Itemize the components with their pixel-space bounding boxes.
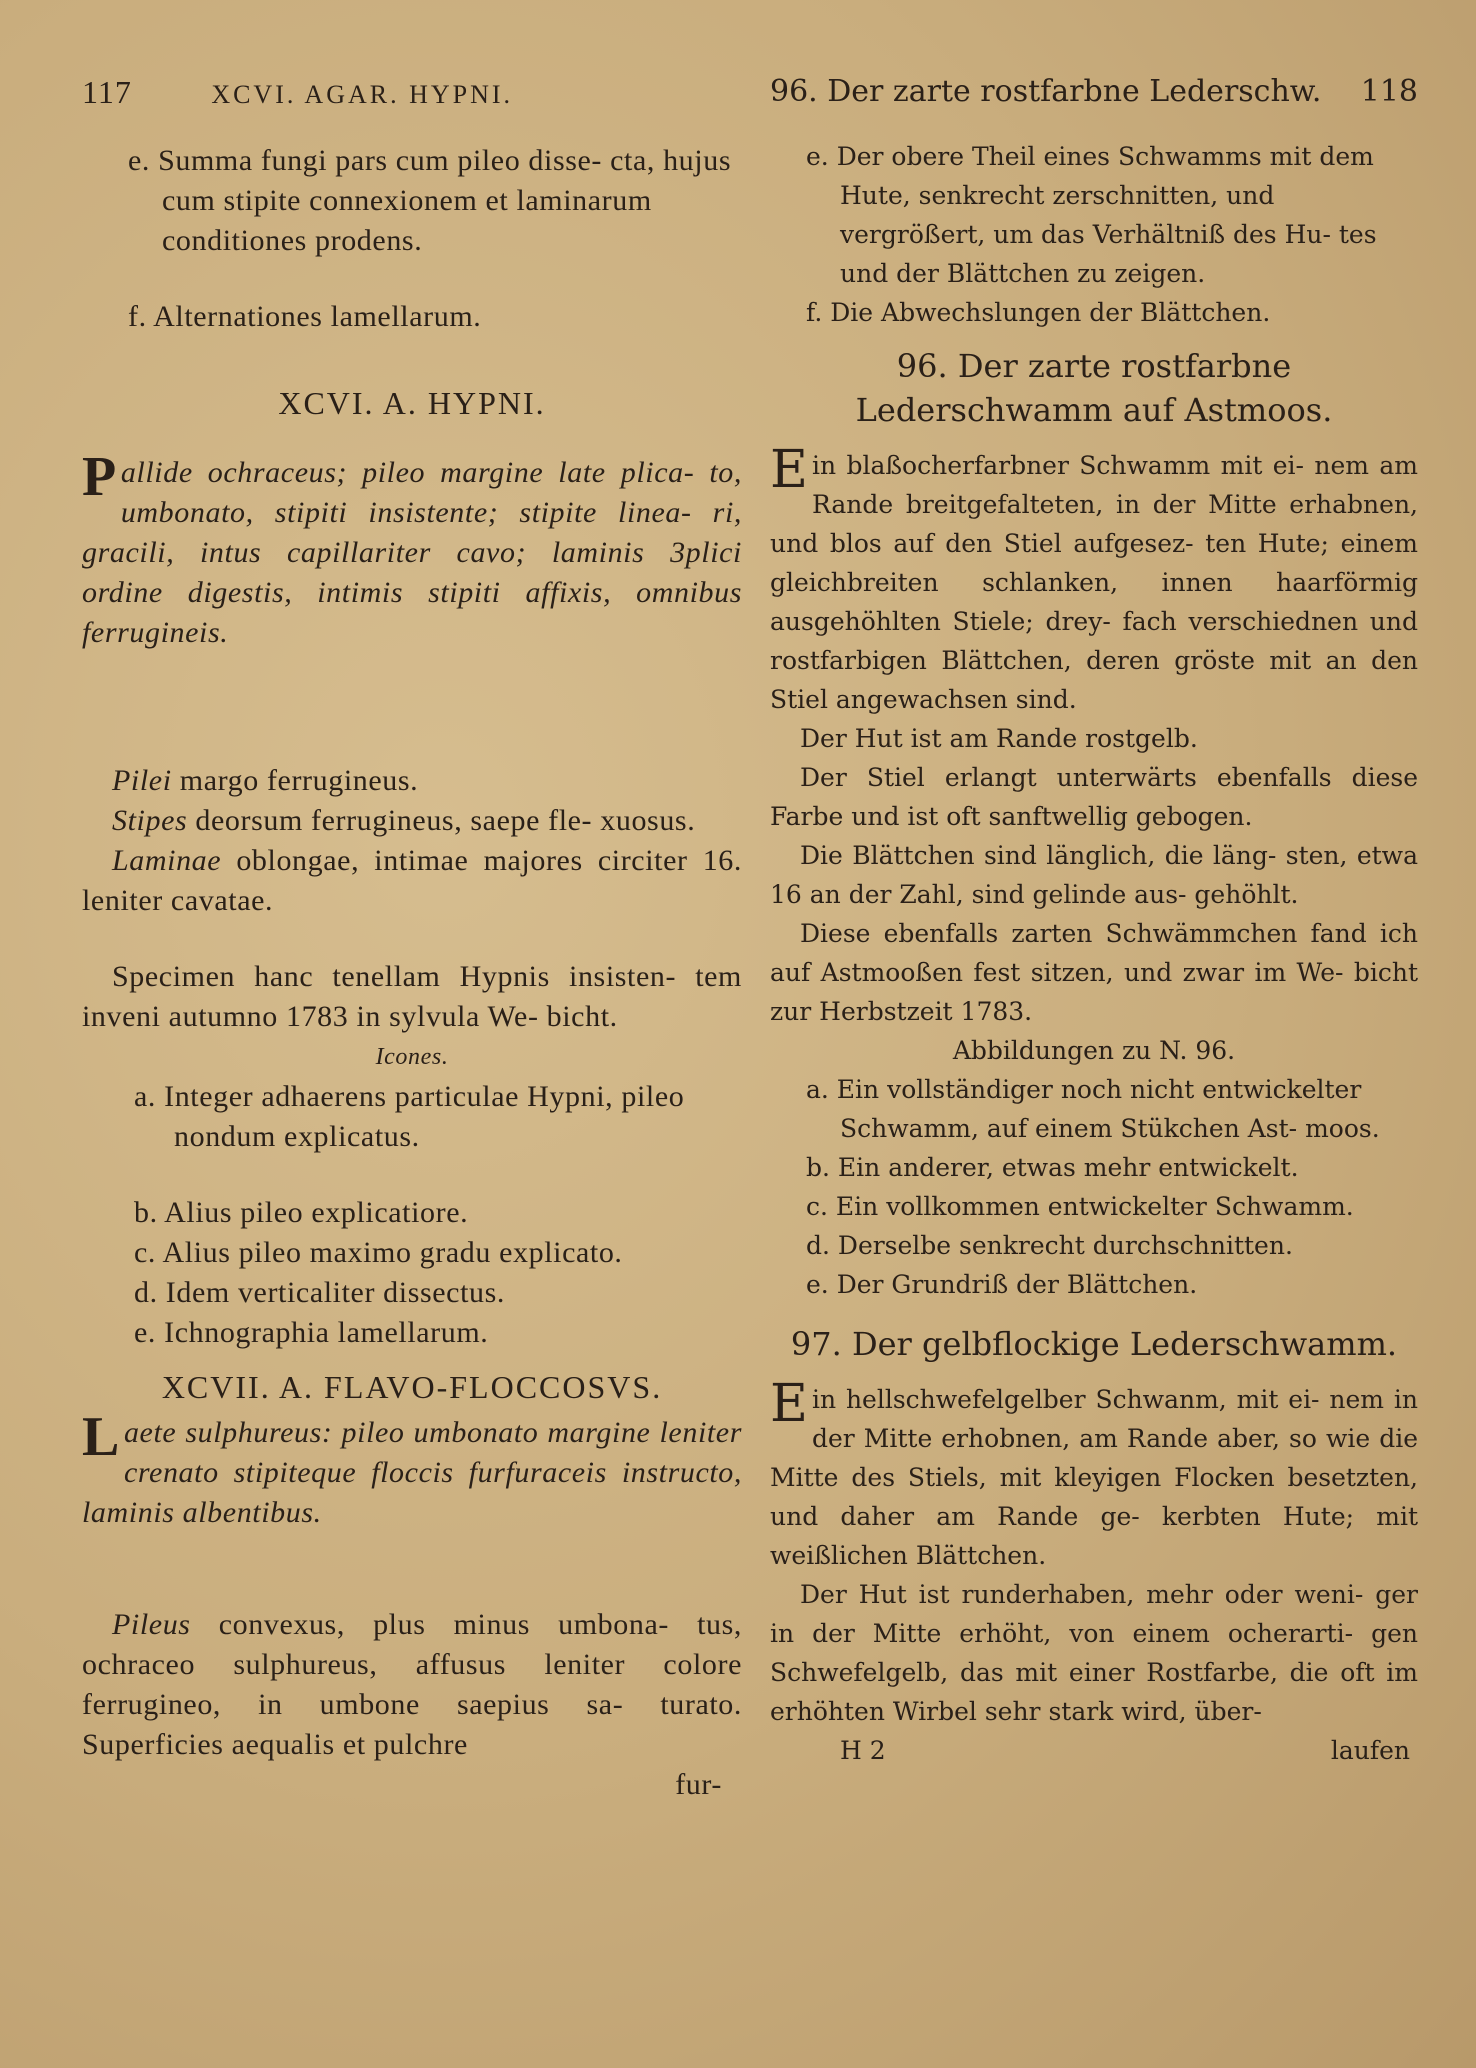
right-icon-b: b. Ein anderer, etwas mehr entwickelt. [806, 1153, 1299, 1182]
left-prev-item-e: e. Summa fungi pars cum pileo disse- cta, hujus cum stipite connexionem et laminarum conditiones prodens. [128, 144, 732, 257]
left-desc-pilei: Pilei margo ferrugineus. [112, 764, 419, 797]
right-desc-hut: Der Hut ist am Rande rostgelb. [800, 724, 1198, 753]
right-desc-stiel: Der Stiel erlangt unterwärts ebenfalls diese Farbe und ist oft sanftwellig gebogen. [770, 763, 1418, 831]
left-desc-laminae: Laminae oblongae, intimae majores circiter 16. leniter cavatae. [82, 844, 742, 917]
right-desc-blaettchen: Die Blättchen sind länglich, die läng- sten, etwa 16 an der Zahl, sind gelinde aus- gehöhlt. [770, 841, 1418, 909]
drop-initial: P [82, 446, 117, 508]
left-diagnosis-xcvi [82, 446, 742, 653]
left-icon-a: a. Integer adhaerens particulae Hypni, pileo nondum explicatus. [134, 1080, 685, 1153]
left-icon-c: c. Alius pileo maximo gradu explicato. [134, 1236, 623, 1269]
right-habitat: Diese ebenfalls zarten Schwämmchen fand ich auf Astmooßen fest sitzen, und zwar im We- bicht zur Herbstzeit 1783. [770, 919, 1418, 1026]
diagnosis-text: aete sulphureus: pileo umbonato margine leniter crenato stipiteque floccis furfuraceis instructo, laminis albentibus. [82, 1416, 742, 1529]
left-desc-pileus: Pileus convexus, plus minus umbona- tus, ochraceo sulphureus, affusus leniter colore ferrugineo, in umbone saepius sa- turato. Superficies aequalis et pulchre [82, 1608, 742, 1761]
right-prev-item-f: f. Die Abwechslungen der Blättchen. [806, 298, 1271, 327]
right-section-title-97: 97. Der gelbflockige Lederschwamm. [790, 1325, 1398, 1363]
left-desc-stipes: Stipes deorsum ferrugineus, saepe fle- xuosus. [112, 804, 696, 837]
right-section-title-96: 96. Der zarte rostfarbne Lederschwamm auf Astmoos. [855, 347, 1333, 429]
left-section-title-xcvii: XCVII. A. FLAVO-FLOCCOSVS. [161, 1369, 663, 1405]
left-icon-b: b. Alius pileo explicatiore. [134, 1196, 469, 1229]
right-icon-c: c. Ein vollkommen entwickelter Schwamm. [806, 1192, 1354, 1221]
german-column [770, 72, 1418, 1770]
left-running-head [82, 72, 742, 115]
right-footer [770, 1731, 1418, 1770]
right-running-head [770, 72, 1418, 111]
diagnosis-text: in hellschwefelgelber Schwanm, mit ei- nem in der Mitte erhobnen, am Rande aber, so wie die Mitte des Stiels, mit kleyigen Flocken besetzten, und daher am Rande ge- kerbten Hute; mit weißlichen Blättchen. [770, 1385, 1418, 1570]
right-catchword: laufen [1330, 1736, 1410, 1765]
left-diagnosis-xcvii [82, 1406, 742, 1533]
drop-initial: L [82, 1406, 120, 1468]
right-diagnosis-97 [770, 1374, 1418, 1575]
diagnosis-text: allide ochraceus; pileo margine late plica- to, umbonato, stipiti insistente; stipite linea- ri, gracili, intus capillariter cavo; laminis 3plici ordine digestis, intimis stipiti affixis, omnibus ferrugineis. [82, 456, 742, 649]
right-icon-a: a. Ein vollständiger noch nicht entwickelter Schwamm, auf einem Stükchen Ast- moos. [806, 1075, 1380, 1143]
left-catchword: fur- [675, 1768, 722, 1801]
right-icones-title: Abbildungen zu N. 96. [952, 1036, 1236, 1065]
left-prev-item-f: f. Alternationes lamellarum. [128, 300, 482, 333]
right-running-title: 96. Der zarte rostfarbne Lederschw. [770, 74, 1322, 109]
left-section-title-xcvi: XCVI. A. HYPNI. [278, 385, 546, 421]
left-page-number: 117 [82, 74, 132, 110]
left-icon-d: d. Idem verticaliter dissectus. [134, 1276, 505, 1309]
latin-column [82, 72, 742, 1805]
diagnosis-text: in blaßocherfarbner Schwamm mit ei- nem am Rande breitgefalteten, in der Mitte erhabnen, und blos auf den Stiel aufgesez- ten Hute; einem gleichbreiten schlanken, innen haarförmig ausgehöhlten Stiele; drey- fach verschiednen und rostfarbigen Blättchen, deren gröste mit an den Stiel angewachsen sind. [770, 451, 1418, 714]
left-icon-e: e. Ichnographia lamellarum. [134, 1316, 489, 1349]
right-desc-hut-97: Der Hut ist runderhaben, mehr oder weni- ger in der Mitte erhöht, von einem ocherarti- gen Schwefelgelb, das mit einer Rostfarbe, die oft im erhöhten Wirbel sehr stark wird, über- [770, 1580, 1418, 1726]
drop-initial: E [770, 1374, 808, 1434]
signature-mark: H 2 [840, 1736, 886, 1765]
right-icon-e: e. Der Grundriß der Blättchen. [806, 1270, 1198, 1299]
left-icones-title: Icones. [375, 1044, 449, 1070]
right-page-number: 118 [1360, 74, 1418, 109]
left-running-title: XCVI. AGAR. HYPNI. [211, 80, 514, 109]
left-habitat: Specimen hanc tenellam Hypnis insisten- tem inveni autumno 1783 in sylvula We- bicht. [82, 960, 742, 1033]
drop-initial: E [770, 440, 808, 500]
right-diagnosis-96 [770, 440, 1418, 719]
right-prev-item-e: e. Der obere Theil eines Schwamms mit dem Hute, senkrecht zerschnitten, und vergrößert, um das Verhältniß des Hu- tes und der Blättchen zu zeigen. [806, 142, 1377, 288]
right-icon-d: d. Derselbe senkrecht durchschnitten. [806, 1231, 1293, 1260]
